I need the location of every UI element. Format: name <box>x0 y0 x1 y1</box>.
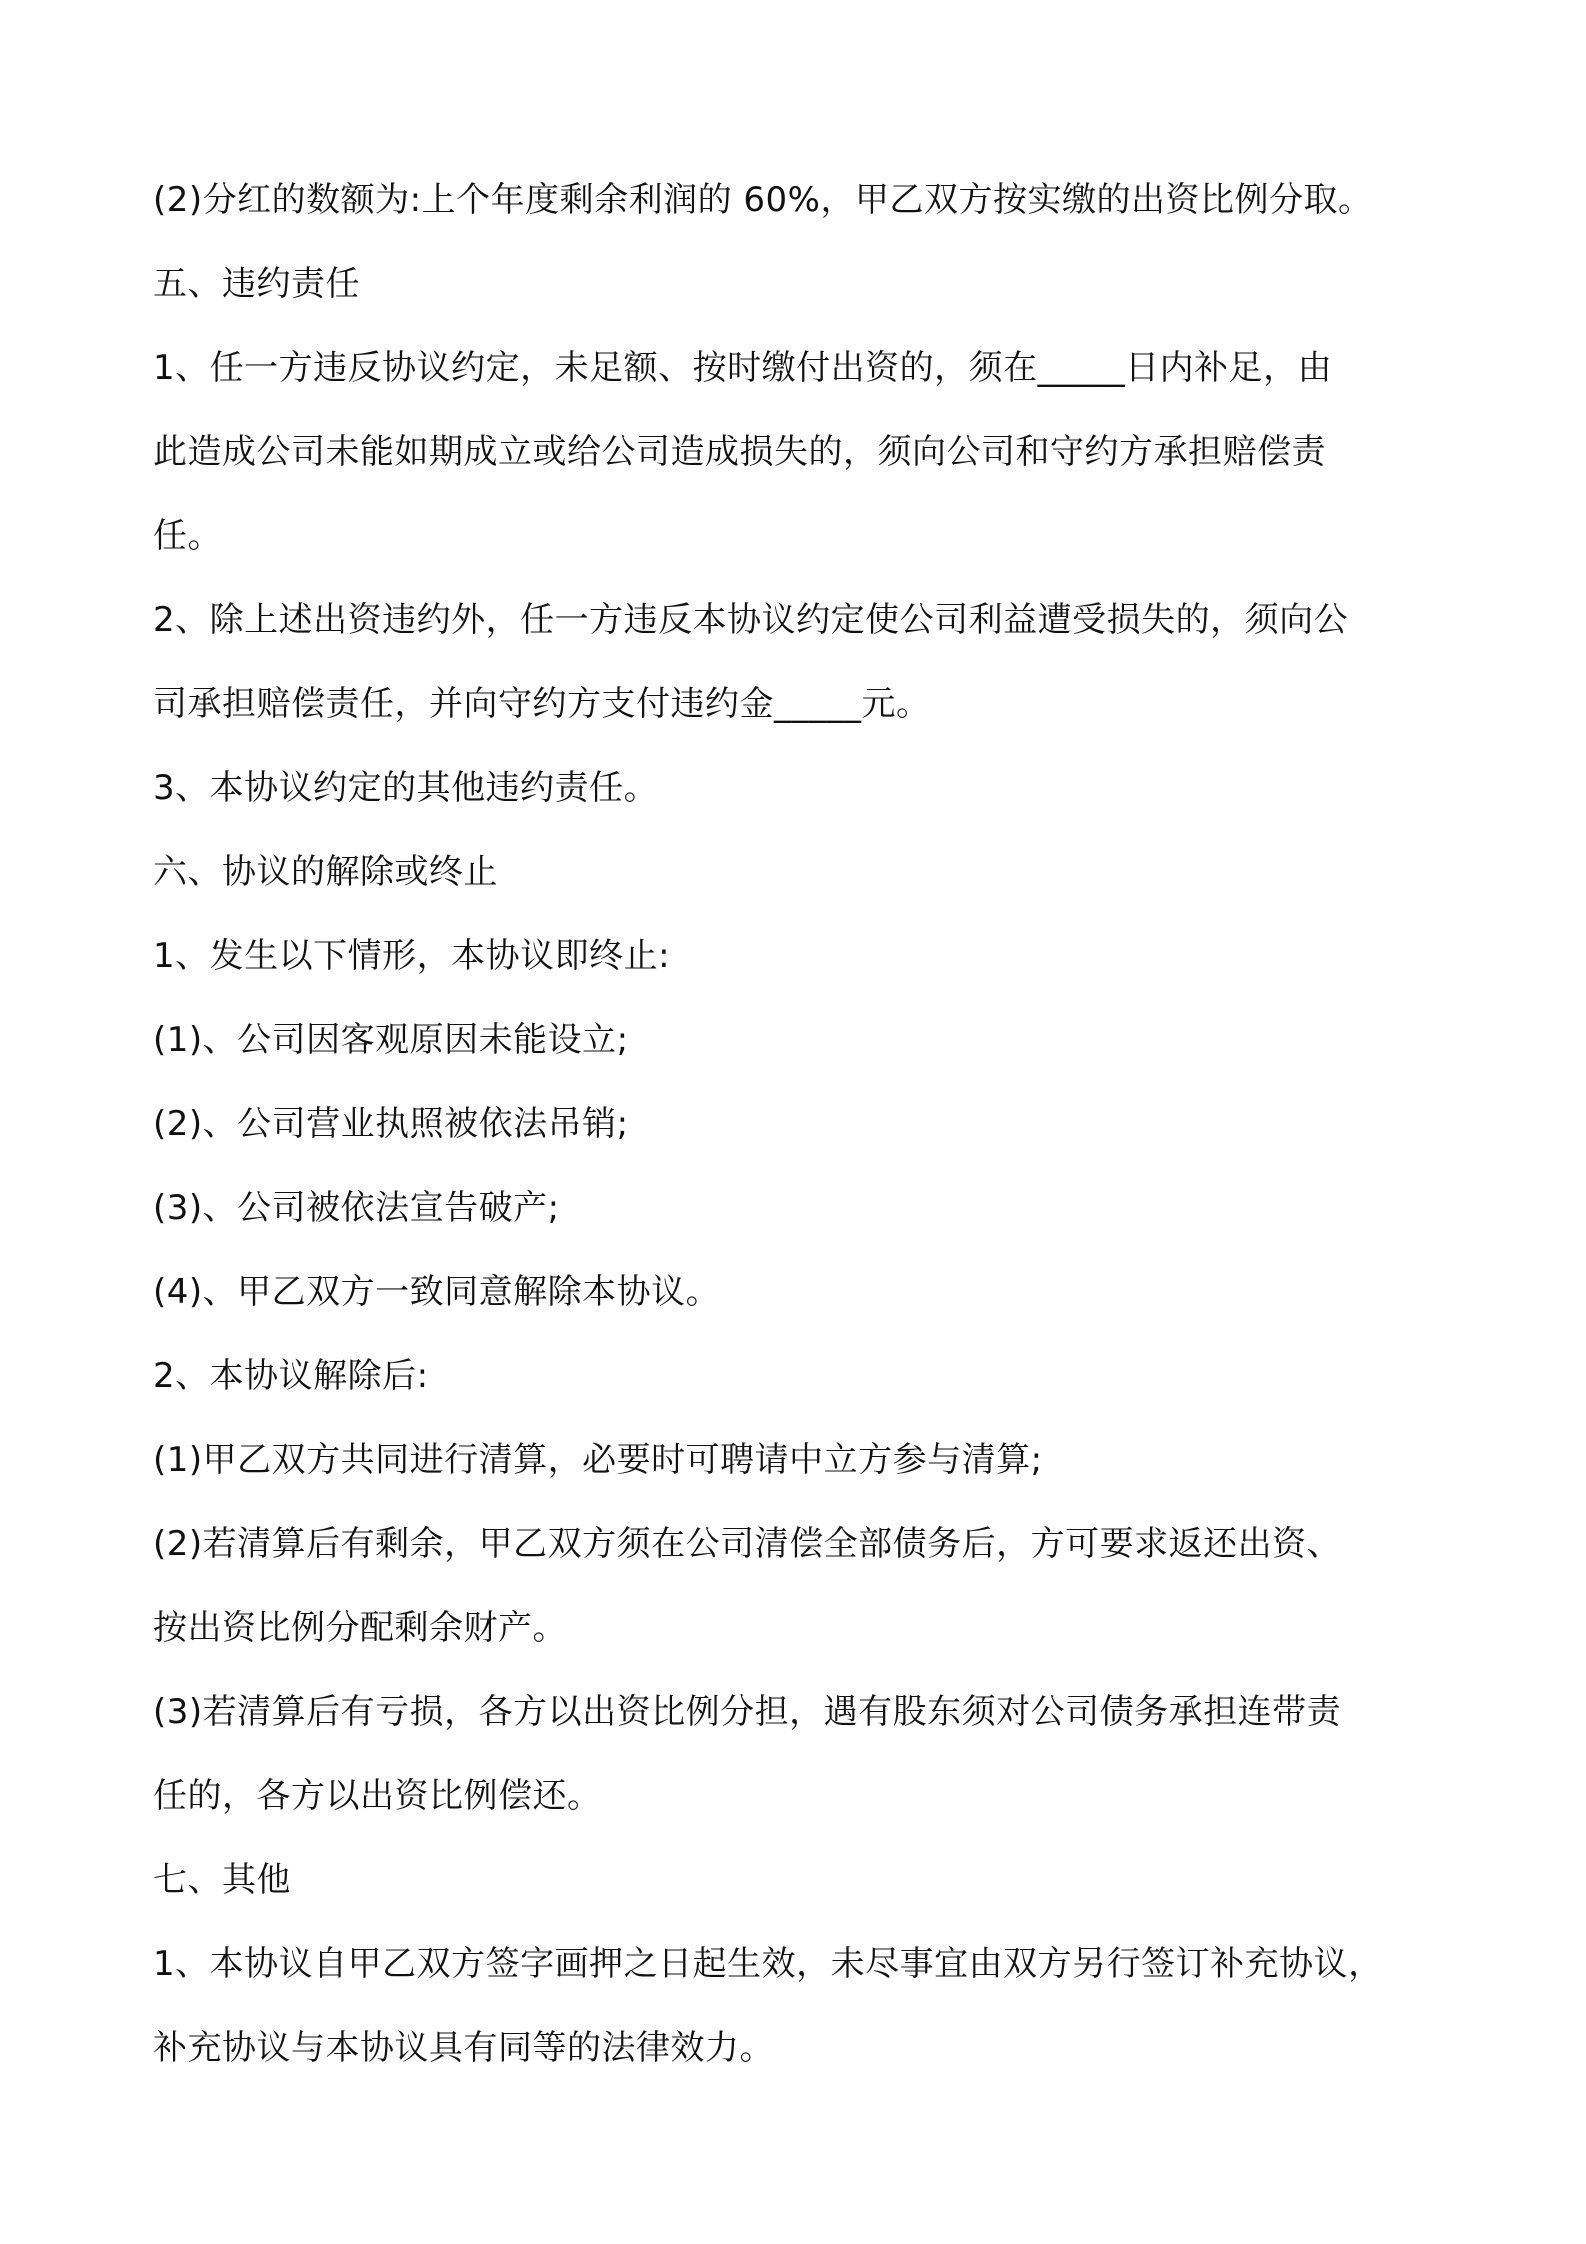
termination-clause-1: 1、发生以下情形，本协议即终止: <box>153 936 671 976</box>
termination-clause-2: 2、本协议解除后: <box>153 1356 429 1396</box>
breach-clause-2-line-2: 司承担赔偿责任，并向守约方支付违约金_____元。 <box>153 684 931 724</box>
termination-item-2: (2)、公司营业执照被依法吊销; <box>153 1104 629 1144</box>
other-clause-1-line-2: 补充协议与本协议具有同等的法律效力。 <box>153 2028 774 2068</box>
termination-item-3: (3)、公司被依法宣告破产; <box>153 1188 560 1228</box>
section-heading-termination: 六、协议的解除或终止 <box>153 852 498 892</box>
liquidation-item-2-line-1: (2)若清算后有剩余，甲乙双方须在公司清偿全部债务后，方可要求返还出资、 <box>153 1524 1342 1564</box>
section-heading-other: 七、其他 <box>153 1860 291 1900</box>
termination-item-1: (1)、公司因客观原因未能设立; <box>153 1020 629 1060</box>
liquidation-item-3-line-1: (3)若清算后有亏损，各方以出资比例分担，遇有股东须对公司债务承担连带责 <box>153 1692 1342 1732</box>
liquidation-item-1: (1)甲乙双方共同进行清算，必要时可聘请中立方参与清算; <box>153 1440 1043 1480</box>
liquidation-item-3-line-2: 任的，各方以出资比例偿还。 <box>153 1776 602 1816</box>
other-clause-1-line-1: 1、本协议自甲乙双方签字画押之日起生效，未尽事宜由双方另行签订补充协议， <box>153 1944 1383 1984</box>
breach-clause-1-line-2: 此造成公司未能如期成立或给公司造成损失的，须向公司和守约方承担赔偿责 <box>153 432 1326 472</box>
breach-clause-1-line-1: 1、任一方违反协议约定，未足额、按时缴付出资的，须在_____日内补足，由 <box>153 348 1333 388</box>
breach-clause-1-line-3: 任。 <box>153 516 222 556</box>
breach-clause-2-line-1: 2、除上述出资违约外，任一方违反本协议约定使公司利益遭受损失的，须向公 <box>153 600 1349 640</box>
section-heading-breach: 五、违约责任 <box>153 264 360 304</box>
liquidation-item-2-line-2: 按出资比例分配剩余财产。 <box>153 1608 567 1648</box>
breach-clause-3: 3、本协议约定的其他违约责任。 <box>153 768 659 808</box>
termination-item-4: (4)、甲乙双方一致同意解除本协议。 <box>153 1272 721 1312</box>
dividend-clause-2: (2)分红的数额为:上个年度剩余利润的 60%，甲乙双方按实缴的出资比例分取。 <box>153 180 1373 220</box>
document-body <box>153 158 1443 2090</box>
